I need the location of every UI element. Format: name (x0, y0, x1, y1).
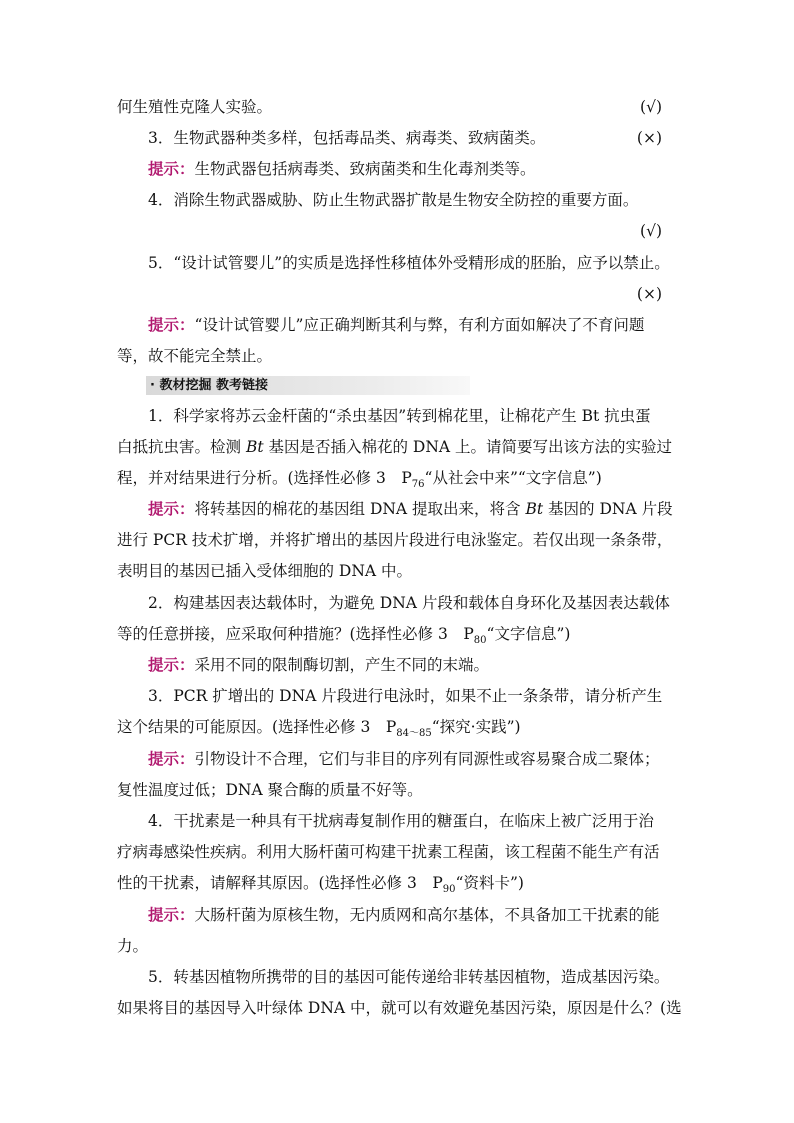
statement-4: 4．消除生物武器威胁、防止生物武器扩散是生物安全防控的重要方面。 (148, 191, 639, 209)
answer-mark: (×) (636, 129, 662, 147)
text-line: 等，故不能完全禁止。 (117, 347, 273, 365)
hint-label: 提示： (148, 159, 195, 178)
txt-italic: Bt (245, 438, 264, 456)
page-sub: 76 (411, 479, 425, 491)
hint-label: 提示： (148, 905, 195, 924)
page-sub: 80 (473, 635, 487, 647)
hint-label: 提示： (148, 749, 195, 768)
q5-line: 5．转基因植物所携带的目的基因可能传递给非转基因植物，造成基因污染。 (148, 968, 670, 986)
hint-label: 提示： (148, 315, 195, 334)
section-banner: · 教材挖掘 教考链接 (146, 376, 470, 395)
q3-line: 复性温度过低；DNA 聚合酶的质量不好等。 (117, 781, 423, 799)
q1-line: 进行 PCR 技术扩增，并将扩增出的基因片段进行电泳鉴定。若仅出现一条条带， (117, 531, 673, 549)
txt: 采用不同的限制酶切割，产生不同的末端。 (194, 656, 490, 674)
txt: 性的干扰素，请解释其原因。(选择性必修 3 P (117, 874, 443, 892)
hint-line (148, 655, 677, 675)
q4-line: 4．干扰素是一种具有干扰病毒复制作用的糖蛋白，在临床上被广泛用于治 (148, 812, 654, 830)
answer-mark: (√) (640, 98, 662, 116)
q4-line: 疗病毒感染性疾病。利用大肠杆菌可构建干扰素工程菌，该工程菌不能生产有活 (117, 843, 660, 861)
txt: “文字信息”) (486, 625, 571, 643)
txt: 这个结果的可能原因。(选择性必修 3 P (117, 718, 397, 736)
hint-text: 生物武器包括病毒类、致病菌类和生化毒剂类等。 (194, 160, 536, 178)
q2-line: 2．构建基因表达载体时，为避免 DNA 片段和载体自身环化及基因表达载体 (148, 594, 670, 612)
txt: “探究·实践”) (431, 718, 521, 736)
statement-3: 3．生物武器种类多样，包括毒品类、病毒类、致病菌类。 (148, 129, 546, 147)
q1-line: 表明目的基因已插入受体细胞的 DNA 中。 (117, 562, 413, 580)
txt-italic: Bt (525, 500, 544, 518)
txt: 大肠杆菌为原核生物，无内质网和高尔基体，不具备加工干扰素的能 (194, 906, 660, 924)
hint-label: 提示： (148, 655, 195, 674)
hint-line (148, 315, 677, 335)
hint-line (148, 905, 677, 925)
q1-line: 1．科学家将苏云金杆菌的“杀虫基因”转到棉花里，让棉花产生 Bt 抗虫蛋 (148, 407, 651, 425)
q4-line (117, 873, 677, 900)
txt: “资料卡”) (455, 874, 524, 892)
q2-line (117, 624, 677, 651)
txt: 引物设计不合理，它们与非目的序列有同源性或容易聚合成二聚体； (194, 750, 660, 768)
page-sub: 84～85 (396, 728, 432, 740)
q3-line (117, 717, 677, 744)
txt: “从社会中来”“文字信息”) (424, 469, 602, 487)
txt: 等的任意拼接，应采取何种措施？(选择性必修 3 P (117, 625, 474, 643)
page-sub: 90 (442, 884, 456, 896)
hint-text: “设计试管婴儿”应正确判断其利与弊，有利方面如解决了不育问题 (194, 316, 645, 334)
hint-line (148, 159, 677, 179)
txt: 白抵抗虫害。检测 (117, 438, 246, 456)
txt: 基因的 DNA 片段 (543, 500, 673, 518)
answer-mark: (×) (636, 285, 662, 303)
q4-line: 力。 (117, 937, 149, 955)
txt: 将转基因的棉花的基因组 DNA 提取出来，将含 (194, 500, 526, 518)
answer-mark: (√) (640, 222, 662, 240)
q1-line (117, 437, 677, 457)
q5-line: 如果将目的基因导入叶绿体 DNA 中，就可以有效避免基因污染，原因是什么？(选 (117, 999, 682, 1017)
txt: 程，并对结果进行分析。(选择性必修 3 P (117, 469, 412, 487)
txt: 基因是否插入棉花的 DNA 上。请简要写出该方法的实验过 (263, 438, 673, 456)
q1-line (117, 468, 677, 495)
q3-line: 3．PCR 扩增出的 DNA 片段进行电泳时，如果不止一条条带，请分析产生 (148, 687, 663, 705)
statement-5: 5．“设计试管婴儿”的实质是选择性移植体外受精形成的胚胎，应予以禁止。 (148, 254, 670, 272)
text-line: 何生殖性克隆人实验。 (117, 98, 273, 116)
hint-label: 提示： (148, 499, 195, 518)
hint-line (148, 749, 677, 769)
hint-line (148, 499, 677, 519)
